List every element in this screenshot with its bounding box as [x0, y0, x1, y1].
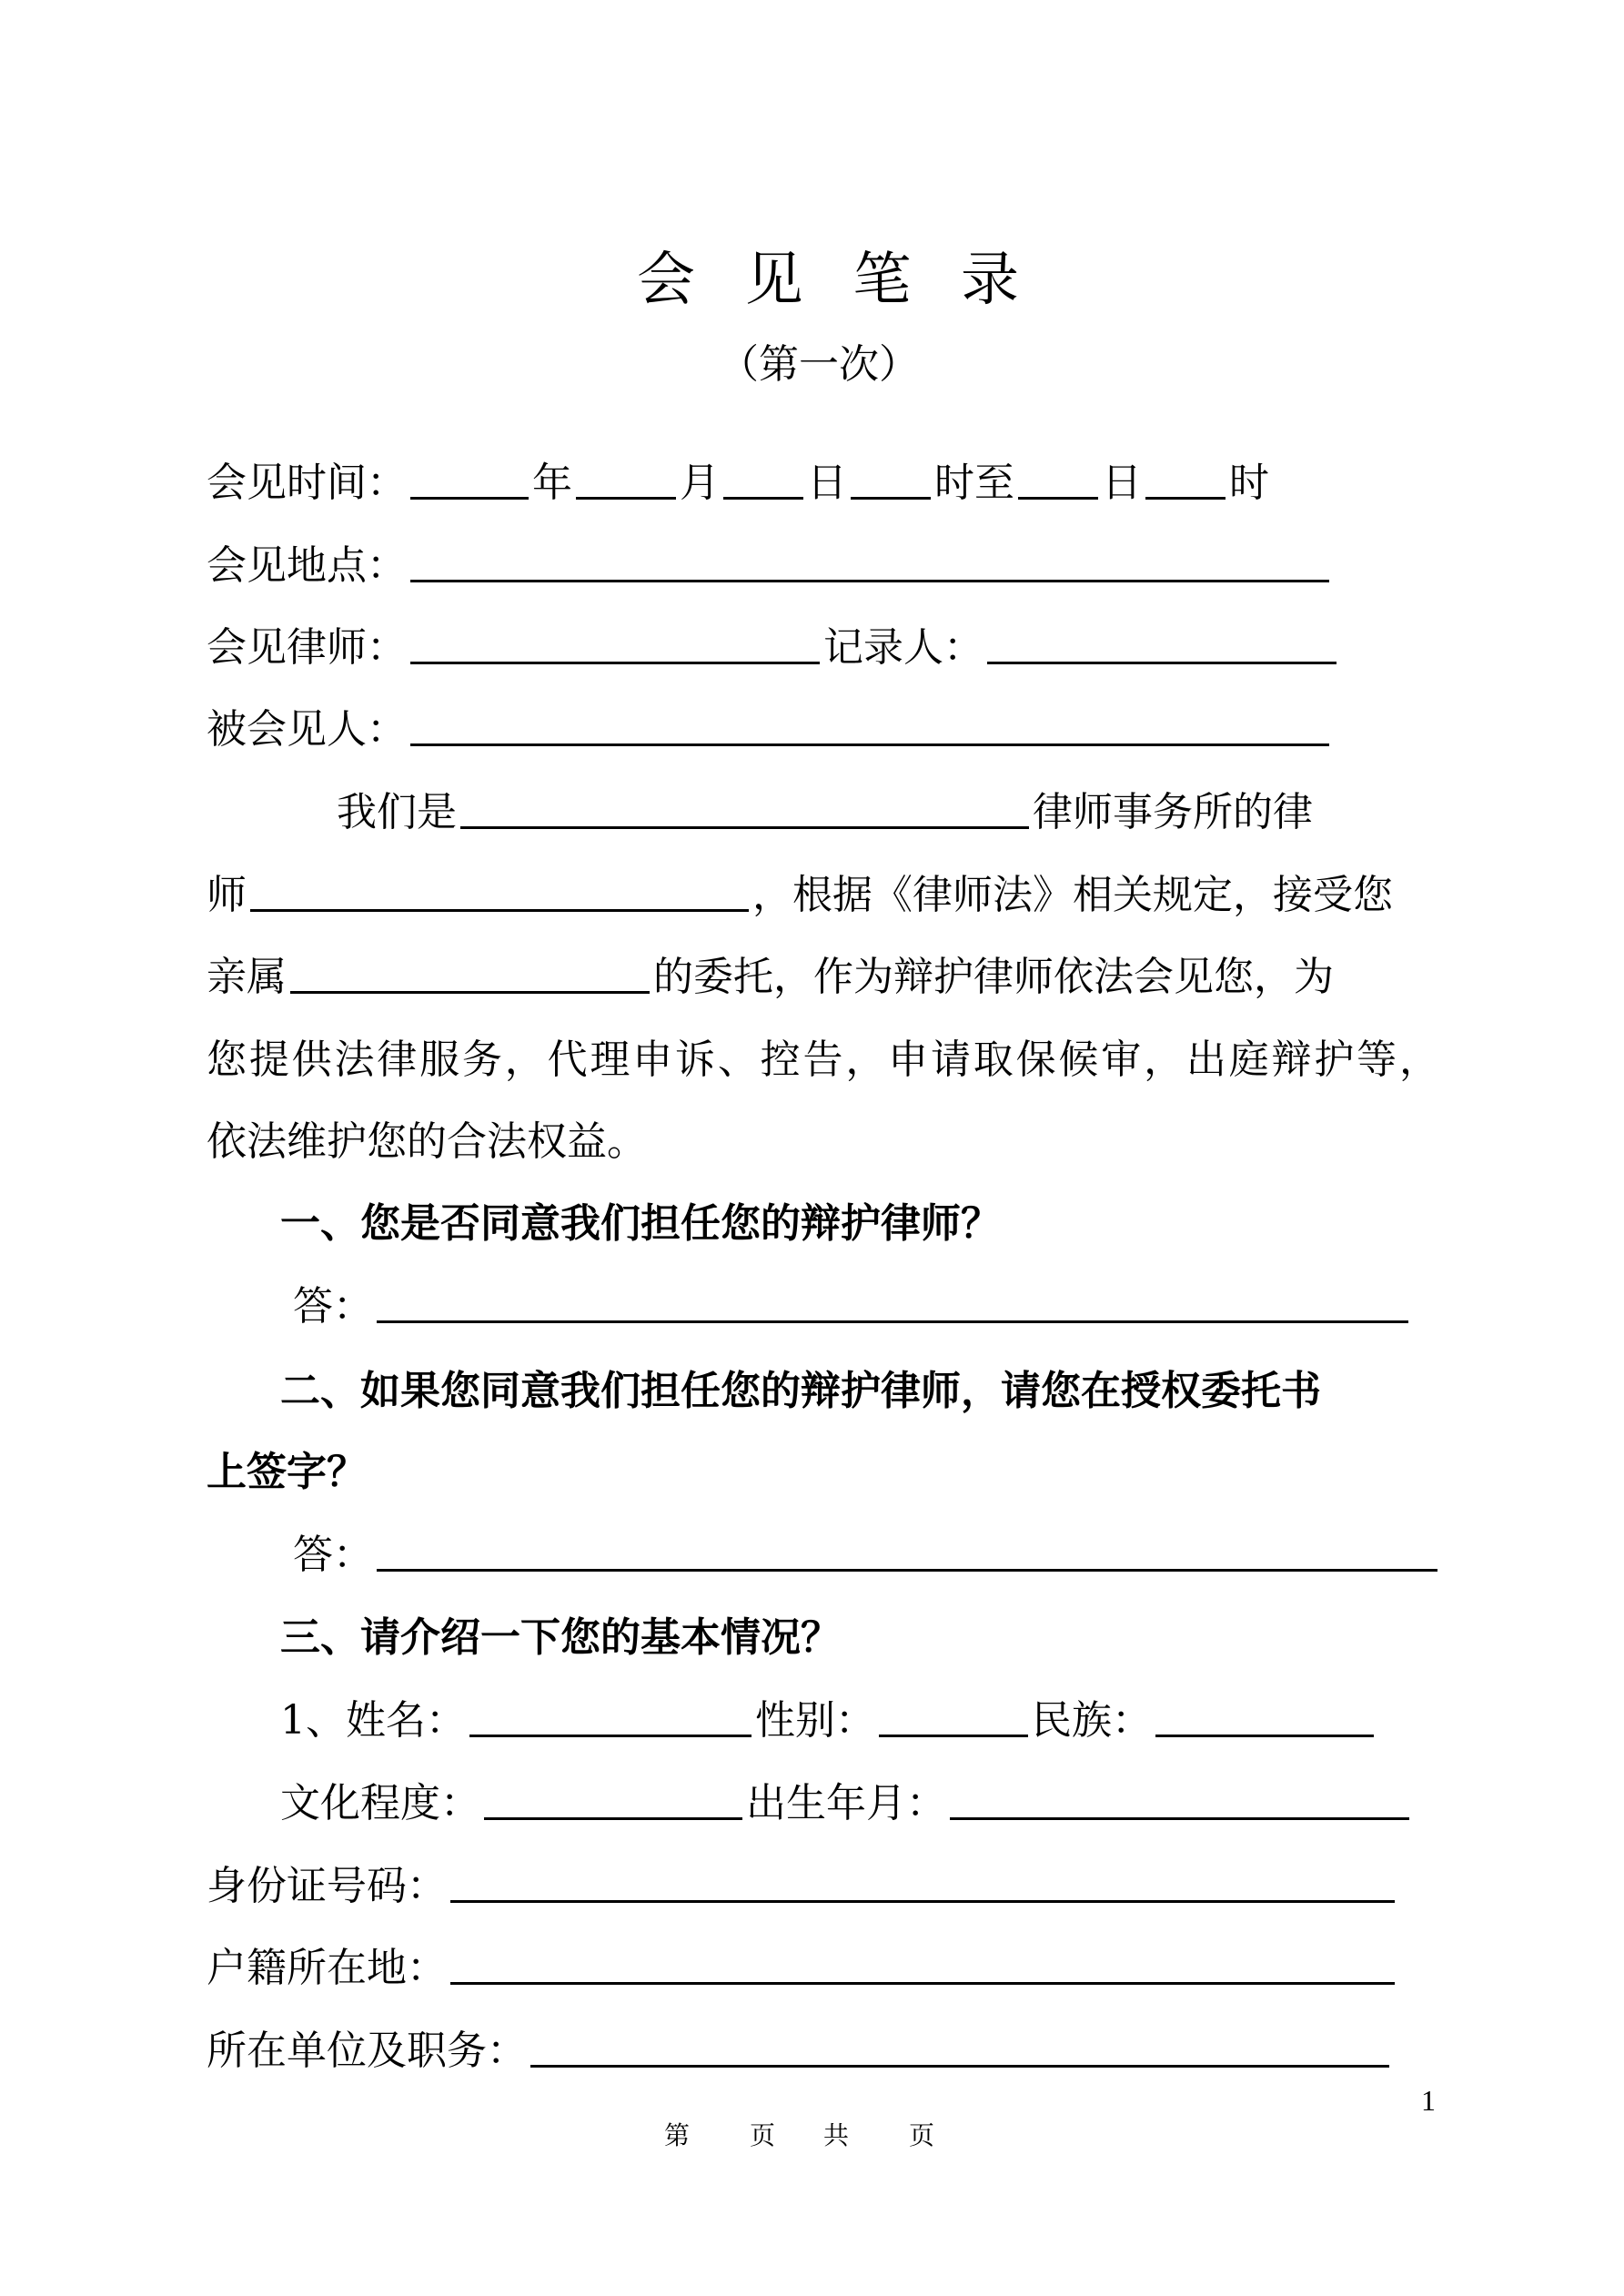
year-blank[interactable] [410, 460, 529, 500]
hour-to-text: 时至 [934, 460, 1014, 506]
question-2-line-1: 二、如果您同意我们担任您的辩护律师，请您在授权委托书 [280, 1368, 1321, 1414]
meeting-time-label: 会见时间： [207, 460, 407, 506]
title-char: 会 [637, 247, 695, 314]
meeting-time-row [207, 457, 1269, 510]
document-subtitle: （第一次） [719, 341, 919, 388]
intro-line-3 [207, 951, 1334, 1004]
answer-2-row [293, 1529, 1441, 1582]
intro-text: 的委托，作为辩护律师依法会见您，为 [653, 954, 1334, 1000]
gender-label: 性别： [755, 1697, 875, 1744]
month-text: 月 [680, 460, 720, 506]
birth-label: 出生年月： [746, 1780, 946, 1826]
intro-line-5: 依法维护您的合法权益。 [207, 1118, 647, 1165]
name-blank[interactable] [469, 1698, 751, 1737]
question-3: 三、请介绍一下您的基本情况？ [280, 1614, 841, 1661]
document-title [637, 244, 1019, 317]
lawyer-blank[interactable] [410, 625, 820, 664]
interviewee-row [207, 703, 1333, 756]
intro-text: 亲属 [207, 954, 287, 1000]
household-blank[interactable] [450, 1946, 1395, 1985]
intro-line-4: 您提供法律服务，代理申诉、控告，申请取保候审，出庭辩护等， [207, 1037, 1439, 1083]
footer-gong: 共 [823, 2120, 850, 2150]
intro-text: 师 [207, 872, 247, 918]
end-hour-text: 时 [1229, 460, 1269, 506]
answer-2-blank[interactable] [377, 1532, 1437, 1572]
education-row [280, 1777, 1413, 1830]
ethnicity-blank[interactable] [1155, 1698, 1374, 1737]
household-row [207, 1942, 1398, 1995]
id-blank[interactable] [450, 1864, 1395, 1903]
question-1: 一、您是否同意我们担任您的辩护律师？ [280, 1200, 1001, 1247]
intro-text: 我们是 [337, 789, 457, 835]
meeting-place-blank[interactable] [410, 543, 1329, 582]
page-number: 1 [1421, 2084, 1436, 2117]
question-2-line-2: 上签字？ [207, 1449, 367, 1495]
title-char: 见 [744, 247, 803, 314]
intro-line-1 [337, 786, 1313, 839]
lawyer-label: 会见律师： [207, 624, 407, 671]
footer-ye: 页 [750, 2120, 776, 2150]
meeting-place-row [207, 540, 1333, 592]
end-day-blank[interactable] [1018, 460, 1098, 500]
birth-blank[interactable] [950, 1781, 1409, 1820]
ethnicity-label: 民族： [1032, 1697, 1152, 1744]
gender-blank[interactable] [879, 1698, 1028, 1737]
id-label: 身份证号码： [207, 1863, 447, 1909]
name-label: 1、姓名： [280, 1697, 466, 1744]
interviewee-label: 被会见人： [207, 706, 407, 753]
lawyer-name-blank[interactable] [250, 873, 749, 912]
end-hour-blank[interactable] [1145, 460, 1226, 500]
footer-ye-2: 页 [909, 2120, 935, 2150]
hour-blank[interactable] [851, 460, 931, 500]
title-char: 录 [960, 247, 1019, 314]
law-firm-blank[interactable] [460, 790, 1029, 829]
employer-blank[interactable] [530, 2028, 1389, 2068]
employer-label: 所在单位及职务： [207, 2028, 527, 2074]
month-blank[interactable] [576, 460, 676, 500]
intro-line-2 [207, 869, 1393, 922]
relative-blank[interactable] [290, 955, 650, 994]
id-row [207, 1860, 1398, 1913]
year-text: 年 [532, 460, 572, 506]
day-blank[interactable] [723, 460, 803, 500]
recorder-blank[interactable] [987, 625, 1337, 664]
intro-text: 律师事务所的律 [1033, 789, 1313, 835]
day-text: 日 [807, 460, 847, 506]
recorder-label: 记录人： [823, 624, 983, 671]
answer-label: 答： [293, 1532, 373, 1578]
answer-1-row [293, 1280, 1412, 1333]
education-label: 文化程度： [280, 1780, 480, 1826]
answer-label: 答： [293, 1283, 373, 1330]
title-char: 笔 [852, 247, 912, 314]
employer-row [207, 2025, 1393, 2078]
footer-di: 第 [664, 2120, 691, 2150]
lawyer-row [207, 622, 1340, 674]
interviewee-blank[interactable] [410, 707, 1329, 746]
meeting-place-label: 会见地点： [207, 542, 407, 589]
intro-text: ，根据《律师法》相关规定，接受您 [752, 872, 1393, 918]
education-blank[interactable] [484, 1781, 742, 1820]
answer-1-blank[interactable] [377, 1284, 1408, 1323]
household-label: 户籍所在地： [207, 1945, 447, 1991]
name-row [280, 1694, 1377, 1747]
end-day-text: 日 [1102, 460, 1142, 506]
